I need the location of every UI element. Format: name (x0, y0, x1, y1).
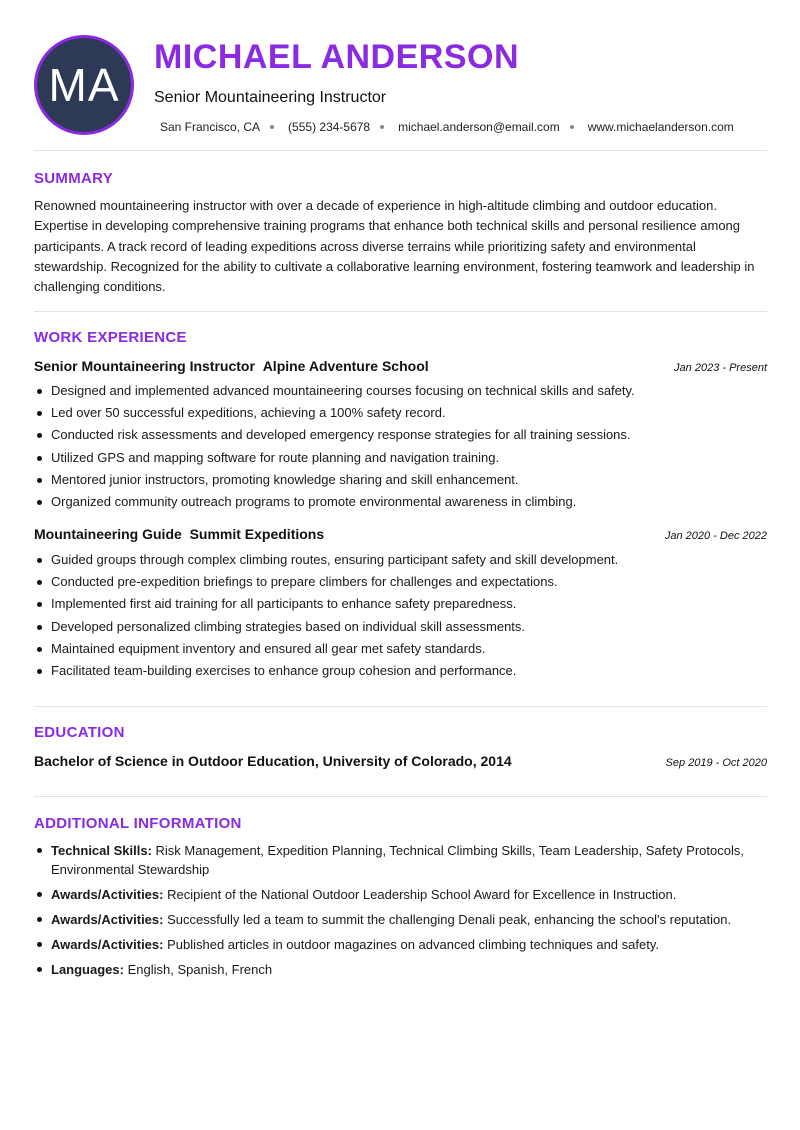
list-item: Conducted pre-expedition briefings to prepare climbers for challenges and expectations. (34, 571, 767, 593)
item-text: Published articles in outdoor magazines on advanced climbing techniques and safety. (163, 937, 659, 952)
list-item (34, 841, 767, 879)
additional-heading: ADDITIONAL INFORMATION (34, 815, 242, 832)
avatar (34, 35, 134, 135)
divider (34, 706, 767, 707)
item-text: Risk Management, Expedition Planning, Technical Climbing Skills, Team Leadership, Safety Protocols, Environmental Stewardship (51, 843, 744, 877)
list-item: Organized community outreach programs to promote environmental awareness in climbing. (34, 491, 767, 513)
item-label: Awards/Activities: (51, 912, 164, 927)
contact-email[interactable]: michael.anderson@email.com (398, 120, 560, 134)
education-dates: Sep 2019 - Oct 2020 (665, 757, 767, 769)
job-company: Alpine Adventure School (262, 358, 429, 374)
separator-dot (380, 125, 384, 129)
list-item (34, 910, 767, 929)
divider (34, 311, 767, 312)
job-header (34, 526, 767, 542)
job-header (34, 358, 767, 374)
item-text: English, Spanish, French (123, 962, 273, 977)
list-item: Developed personalized climbing strategies based on individual skill assessments. (34, 616, 767, 638)
job-title-company (34, 526, 324, 542)
list-item: Maintained equipment inventory and ensured all gear met safety standards. (34, 638, 767, 660)
contact-website[interactable]: www.michaelanderson.com (587, 120, 734, 134)
item-label: Awards/Activities: (51, 887, 164, 902)
job-role: Mountaineering Guide (34, 526, 182, 542)
list-item (34, 935, 767, 954)
candidate-title: Senior Mountaineering Instructor (154, 89, 387, 106)
job-role: Senior Mountaineering Instructor (34, 358, 255, 374)
list-item: Implemented first aid training for all participants to enhance safety preparedness. (34, 593, 767, 615)
job-title-company (34, 358, 429, 374)
list-item: Conducted risk assessments and developed emergency response strategies for all training sessions. (34, 424, 767, 446)
item-label: Technical Skills: (51, 843, 152, 858)
list-item (34, 960, 767, 979)
job-bullets (34, 380, 767, 513)
summary-heading: SUMMARY (34, 170, 114, 187)
item-text: Successfully led a team to summit the challenging Denali peak, enhancing the school's reputation. (163, 912, 732, 927)
additional-list (34, 841, 767, 985)
separator-dot (270, 125, 274, 129)
contact-line (160, 120, 734, 134)
job-company: Summit Expeditions (189, 526, 325, 542)
job-dates: Jan 2020 - Dec 2022 (664, 530, 767, 542)
education-entry (34, 753, 767, 769)
summary-text: Renowned mountaineering instructor with over a decade of experience in high-altitude climbing and outdoor education. Expertise in developing comprehensive training programs that enhance both technical skills and personal resilience among participants. A track record of leading expeditions across diverse terrains while prioritizing safety and environmental stewardship. Recognized for the ability to cultivate a collaborative learning environment, fostering teamwork and leadership in challenging conditions. (34, 198, 755, 295)
item-text: Recipient of the National Outdoor Leadership School Award for Excellence in Instruction. (163, 887, 677, 902)
item-label: Languages: (51, 962, 124, 977)
item-label: Awards/Activities: (51, 937, 164, 952)
divider (34, 150, 767, 151)
contact-location: San Francisco, CA (160, 120, 261, 134)
list-item: Facilitated team-building exercises to enhance group cohesion and performance. (34, 660, 767, 682)
job-dates: Jan 2023 - Present (674, 362, 767, 374)
list-item: Led over 50 successful expeditions, achieving a 100% safety record. (34, 402, 767, 424)
avatar-initials: MA (48, 59, 120, 111)
separator-dot (570, 125, 574, 129)
job-bullets (34, 549, 767, 682)
list-item: Guided groups through complex climbing routes, ensuring participant safety and skill development. (34, 549, 767, 571)
education-heading: EDUCATION (34, 724, 125, 741)
list-item (34, 885, 767, 904)
candidate-name: MICHAEL ANDERSON (154, 38, 520, 76)
list-item: Mentored junior instructors, promoting knowledge sharing and skill enhancement. (34, 469, 767, 491)
list-item: Utilized GPS and mapping software for route planning and navigation training. (34, 447, 767, 469)
experience-heading: WORK EXPERIENCE (34, 329, 187, 346)
list-item: Designed and implemented advanced mountaineering courses focusing on technical skills and safety. (34, 380, 767, 402)
education-degree: Bachelor of Science in Outdoor Education, University of Colorado, 2014 (34, 753, 512, 769)
contact-phone: (555) 234-5678 (288, 120, 371, 134)
divider (34, 796, 767, 797)
